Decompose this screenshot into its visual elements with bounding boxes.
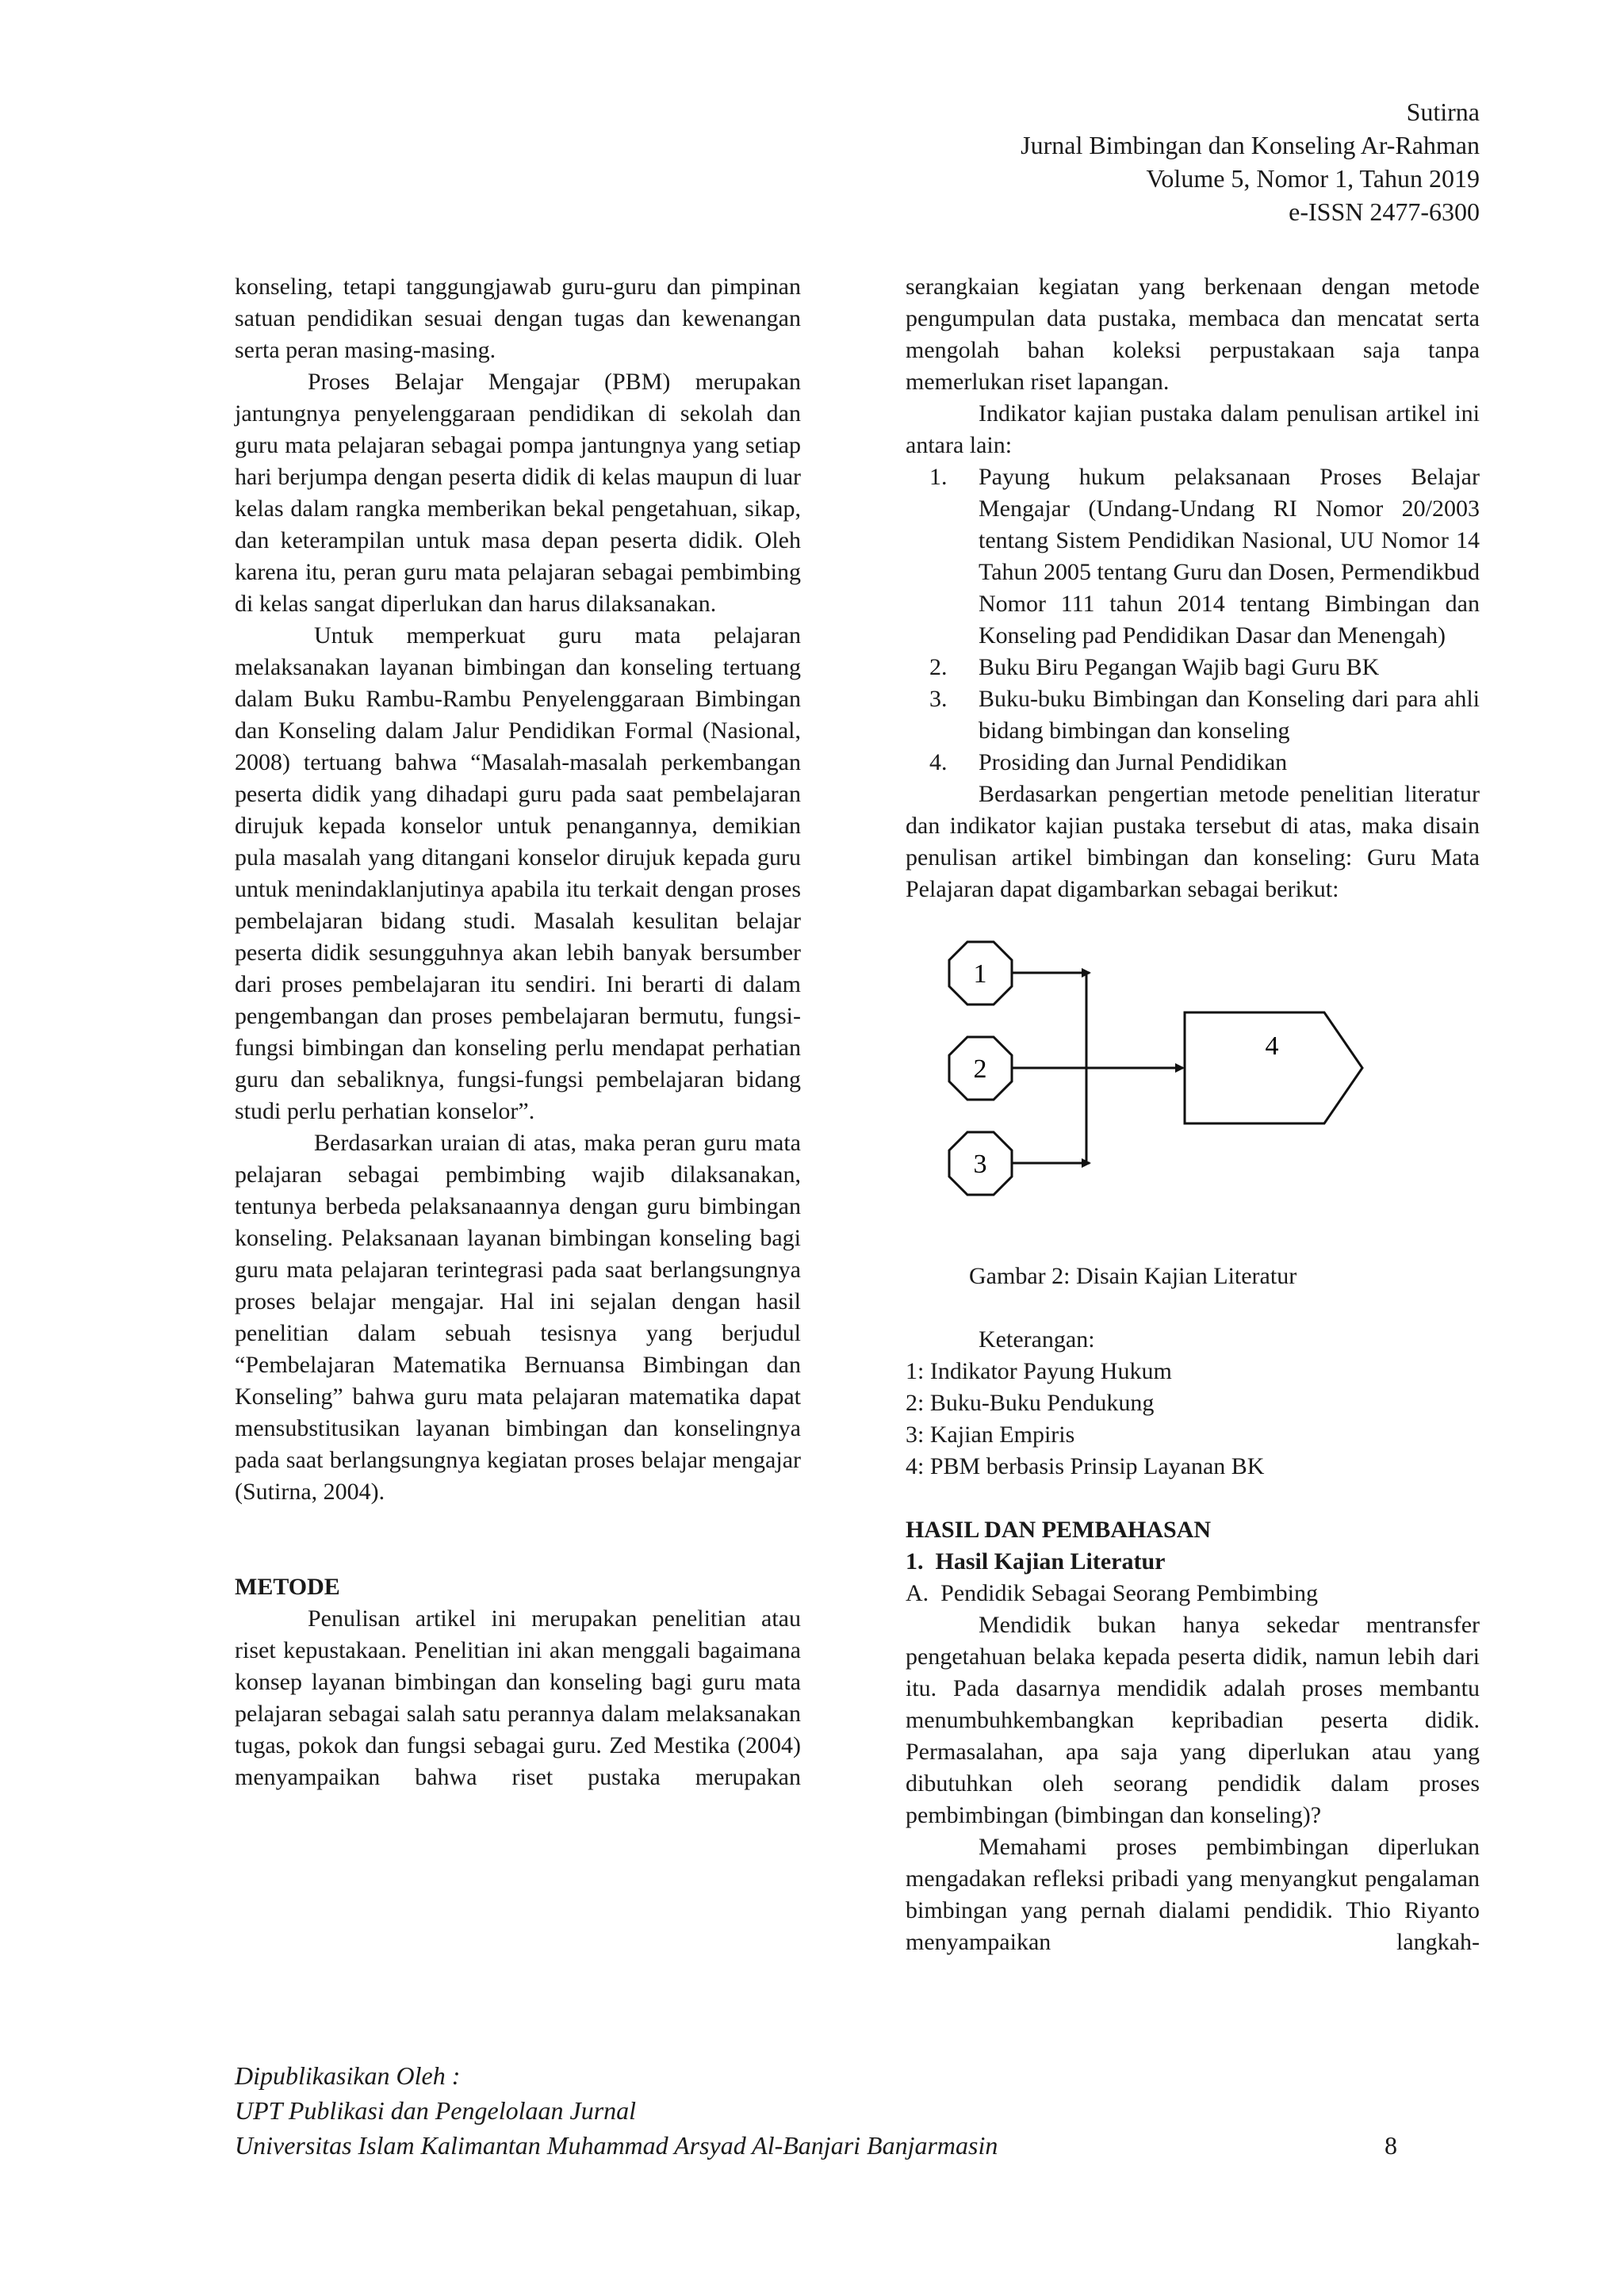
list-item-text: Prosiding dan Jurnal Pendidikan bbox=[979, 749, 1288, 775]
figure-legend bbox=[906, 1356, 1480, 1483]
list-item-number: 2. bbox=[929, 654, 948, 680]
list-item bbox=[906, 652, 1480, 683]
footer-line-3: Universitas Islam Kalimantan Muhammad Arsyad Al-Banjari Banjarmasin bbox=[235, 2131, 998, 2160]
metode-heading: METODE bbox=[235, 1574, 340, 1600]
footer-line-1: Dipublikasikan Oleh : bbox=[235, 2061, 461, 2090]
header-volume: Volume 5, Nomor 1, Tahun 2019 bbox=[1146, 164, 1480, 193]
subsection-heading: 1. Hasil Kajian Literatur bbox=[906, 1548, 1166, 1575]
running-header bbox=[1021, 95, 1480, 228]
left-paragraph-5: Penulisan artikel ini merupakan penelitian atau riset kepustakaan. Penelitian ini akan menggali bagaimana konsep layanan bimbingan dan konseling bagi guru mata pelajaran sebagai salah satu perannya dalam melaksanakan tugas, pokok dan fungsi sebagai guru. Zed Mestika (2004) menyampaikan bahwa riset pustaka merupakan bbox=[235, 1605, 801, 1790]
list-item bbox=[906, 683, 1480, 747]
list-item-text: Buku-buku Bimbingan dan Konseling dari para ahli bidang bimbingan dan konseling bbox=[979, 686, 1480, 744]
figure-caption: Gambar 2: Disain Kajian Literatur bbox=[969, 1263, 1297, 1289]
left-paragraph-2: Proses Belajar Mengajar (PBM) merupakan jantungnya penyelenggaraan pendidikan di sekolah dan guru mata pelajaran sebagai pompa jantungnya yang setiap hari berjumpa dengan peserta didik di kelas maupun di luar kelas dalam rangka memberikan bekal pengetahuan, sikap, dan keterampilan untuk masa depan peserta didik. Oleh karena itu, peran guru mata pelajaran sebagai pembimbing di kelas sangat diperlukan dan harus dilaksanakan. bbox=[235, 369, 801, 617]
list-item-number: 1. bbox=[929, 464, 948, 490]
indicator-list bbox=[906, 461, 1480, 779]
node-label-2: 2 bbox=[973, 1054, 987, 1084]
node-label-1: 1 bbox=[973, 959, 987, 989]
right-column bbox=[906, 271, 1480, 1958]
left-column bbox=[235, 271, 801, 1793]
node-label-4: 4 bbox=[1265, 1031, 1279, 1061]
legend-item: 3: Kajian Empiris bbox=[906, 1422, 1075, 1448]
right-paragraph-1: serangkaian kegiatan yang berkenaan dengan metode pengumpulan data pustaka, membaca dan mencatat serta mengolah bahan koleksi perpustakaan saja tanpa memerlukan riset lapangan. bbox=[906, 274, 1480, 395]
publisher-footer bbox=[235, 2058, 998, 2163]
pentagon-node-4 bbox=[1185, 1012, 1362, 1123]
left-paragraph-3: Untuk memperkuat guru mata pelajaran melaksanakan layanan bimbingan dan konseling tertuang dalam Buku Rambu-Rambu Penyelenggaraan Bimbingan dan Konseling dalam Jalur Pendidikan Formal (Nasional, 2008) tertuang bahwa “Masalah-masalah perkembangan peserta didik yang dihadapi guru pada saat pembelajaran dirujuk kepada konselor untuk penangannya, demikian pula masalah yang ditangani konselor dirujuk kepada guru untuk menindaklanjutinya apabila itu terkait dengan proses pembelajaran bidang studi. Masalah kesulitan belajar peserta didik sesungguhnya akan lebih banyak bersumber dari proses pembelajaran itu sendiri. Ini berarti di dalam pengembangan dan proses pembelajaran bermutu, fungsi-fungsi bimbingan dan konseling perlu mendapat perhatian guru dan sebaliknya, fungsi-fungsi pembelajaran bidang studi perlu perhatian konselor”. bbox=[235, 622, 801, 1124]
legend-item: 4: PBM berbasis Prinsip Layanan BK bbox=[906, 1453, 1265, 1479]
header-author: Sutirna bbox=[1406, 98, 1480, 126]
legend-item: 2: Buku-Buku Pendukung bbox=[906, 1390, 1155, 1416]
hasil-heading: HASIL DAN PEMBAHASAN bbox=[906, 1517, 1212, 1543]
right-paragraph-4: Mendidik bukan hanya sekedar mentransfer pengetahuan belaka kepada peserta didik, namun lebih dari itu. Pada dasarnya mendidik adalah proses membantu menumbuhkembangkan kepribadian peserta didik. Permasalahan, apa saja yang diperlukan atau yang dibutuhkan oleh seorang pendidik dalam proses pembimbingan (bimbingan dan konseling)? bbox=[906, 1612, 1480, 1828]
diagram-svg bbox=[906, 928, 1480, 1245]
legend-title: Keterangan: bbox=[979, 1326, 1095, 1353]
right-paragraph-5: Memahami proses pembimbingan diperlukan mengadakan refleksi pribadi yang menyangkut pengalaman bimbingan yang pernah dialami pendidik. Thio Riyanto menyampaikan langkah- bbox=[906, 1834, 1480, 1955]
right-paragraph-3: Berdasarkan pengertian metode penelitian literatur dan indikator kajian pustaka tersebut di atas, maka disain penulisan artikel bimbingan dan konseling: Guru Mata Pelajaran dapat digambarkan sebagai berikut: bbox=[906, 781, 1480, 902]
right-paragraph-2: Indikator kajian pustaka dalam penulisan artikel ini antara lain: bbox=[906, 400, 1480, 458]
list-item-text: Payung hukum pelaksanaan Proses Belajar Mengajar (Undang-Undang RI Nomor 20/2003 tentang Sistem Pendidikan Nasional, UU Nomor 14 Tahun 2005 tentang Guru dan Dosen, Permendikbud Nomor 111 tahun 2014 tentang Bimbingan dan Konseling pad Pendidikan Dasar dan Menengah) bbox=[979, 464, 1480, 649]
list-item bbox=[906, 747, 1480, 779]
node-label-3: 3 bbox=[973, 1150, 987, 1179]
left-paragraph-1: konseling, tetapi tanggungjawab guru-guru dan pimpinan satuan pendidikan sesuai dengan tugas dan kewenangan serta peran masing-masing. bbox=[235, 274, 801, 363]
subsection-a-heading: A. Pendidik Sebagai Seorang Pembimbing bbox=[906, 1580, 1318, 1606]
literature-design-diagram bbox=[906, 928, 1480, 1245]
left-paragraph-4: Berdasarkan uraian di atas, maka peran guru mata pelajaran sebagai pembimbing wajib dilaksanakan, tentunya berbeda pelaksanaannya dengan guru bimbingan konseling. Pelaksanaan layanan bimbingan konseling bagi guru mata pelajaran terintegrasi pada saat berlangsungnya proses belajar mengajar. Hal ini sejalan dengan hasil penelitian dalam sebuah tesisnya yang berjudul “Pembelajaran Matematika Bernuansa Bimbingan dan Konseling” bahwa guru mata pelajaran matematika dapat mensubstitusikan layanan bimbingan dan konselingnya pada saat berlangsungnya kegiatan proses belajar mengajar (Sutirna, 2004). bbox=[235, 1130, 801, 1505]
header-issn: e-ISSN 2477-6300 bbox=[1289, 197, 1480, 226]
page-number: 8 bbox=[1385, 2131, 1397, 2160]
list-item-number: 3. bbox=[929, 686, 948, 712]
list-item bbox=[906, 461, 1480, 652]
footer-line-2: UPT Publikasi dan Pengelolaan Jurnal bbox=[235, 2096, 637, 2125]
header-journal: Jurnal Bimbingan dan Konseling Ar-Rahman bbox=[1021, 131, 1480, 159]
legend-item: 1: Indikator Payung Hukum bbox=[906, 1358, 1172, 1384]
list-item-text: Buku Biru Pegangan Wajib bagi Guru BK bbox=[979, 654, 1380, 680]
list-item-number: 4. bbox=[929, 749, 948, 775]
